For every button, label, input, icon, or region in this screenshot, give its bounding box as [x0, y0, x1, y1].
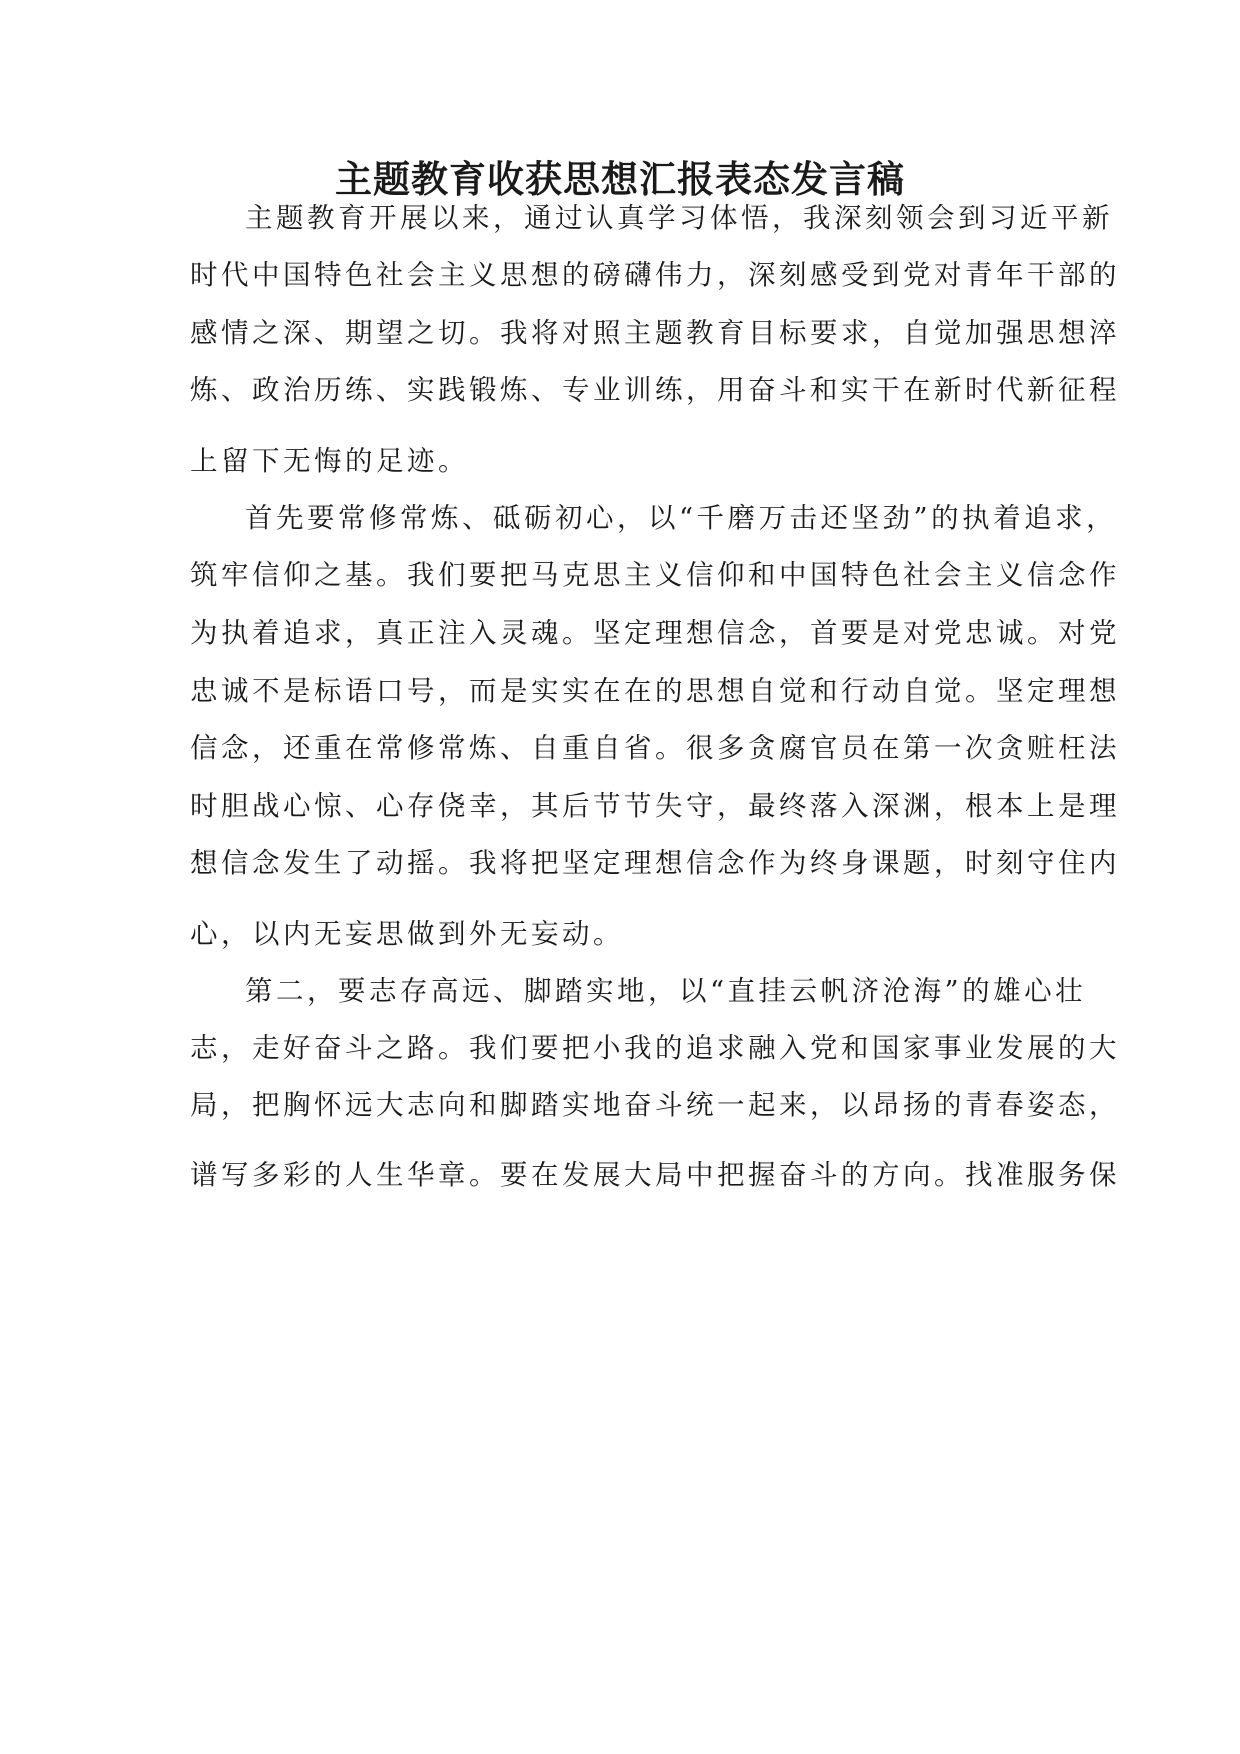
paragraph-2-line-8: 心，以内无妄思做到外无妄动。: [190, 918, 624, 950]
paragraph-3-line-4: 谱写多彩的人生华章。要在发展大局中把握奋斗的方向。找准服务保: [190, 1159, 1120, 1191]
paragraph-2-line-1: 首先要常修常炼、砥砺初心，以“千磨万击还坚劲”的执着追求，: [245, 502, 1118, 534]
paragraph-3-line-3: 局，把胸怀远大志向和脚踏实地奋斗统一起来，以昂扬的青春姿态，: [190, 1089, 1120, 1121]
paragraph-3-line-1: 第二，要志存高远、脚踏实地，以“直挂云帆济沧海”的雄心壮: [245, 975, 1087, 1007]
paragraph-2-line-7: 想信念发生了动摇。我将把坚定理想信念作为终身课题，时刻守住内: [190, 847, 1120, 879]
paragraph-2-line-2: 筑牢信仰之基。我们要把马克思主义信仰和中国特色社会主义信念作: [190, 559, 1120, 591]
paragraph-2-line-3: 为执着追求，真正注入灵魂。坚定理想信念，首要是对党忠诚。对党: [190, 617, 1120, 649]
paragraph-1-line-1: 主题教育开展以来，通过认真学习体悟，我深刻领会到习近平新: [245, 202, 1113, 234]
paragraph-2-line-6: 时胆战心惊、心存侥幸，其后节节失守，最终落入深渊，根本上是理: [190, 790, 1120, 822]
paragraph-2-line-4: 忠诚不是标语口号，而是实实在在的思想自觉和行动自觉。坚定理想: [190, 675, 1120, 707]
paragraph-1-line-3: 感情之深、期望之切。我将对照主题教育目标要求，自觉加强思想淬: [190, 317, 1120, 349]
paragraph-1-line-2: 时代中国特色社会主义思想的磅礴伟力，深刻感受到党对青年干部的: [190, 259, 1120, 291]
paragraph-1-line-5: 上留下无悔的足迹。: [190, 445, 469, 477]
paragraph-3-line-2: 志，走好奋斗之路。我们要把小我的追求融入党和国家事业发展的大: [190, 1032, 1120, 1064]
document-title: 主题教育收获思想汇报表态发言稿: [335, 158, 905, 201]
paragraph-2-line-5: 信念，还重在常修常炼、自重自省。很多贪腐官员在第一次贪赃枉法: [190, 732, 1120, 764]
paragraph-1-line-4: 炼、政治历练、实践锻炼、专业训练，用奋斗和实干在新时代新征程: [190, 374, 1120, 406]
